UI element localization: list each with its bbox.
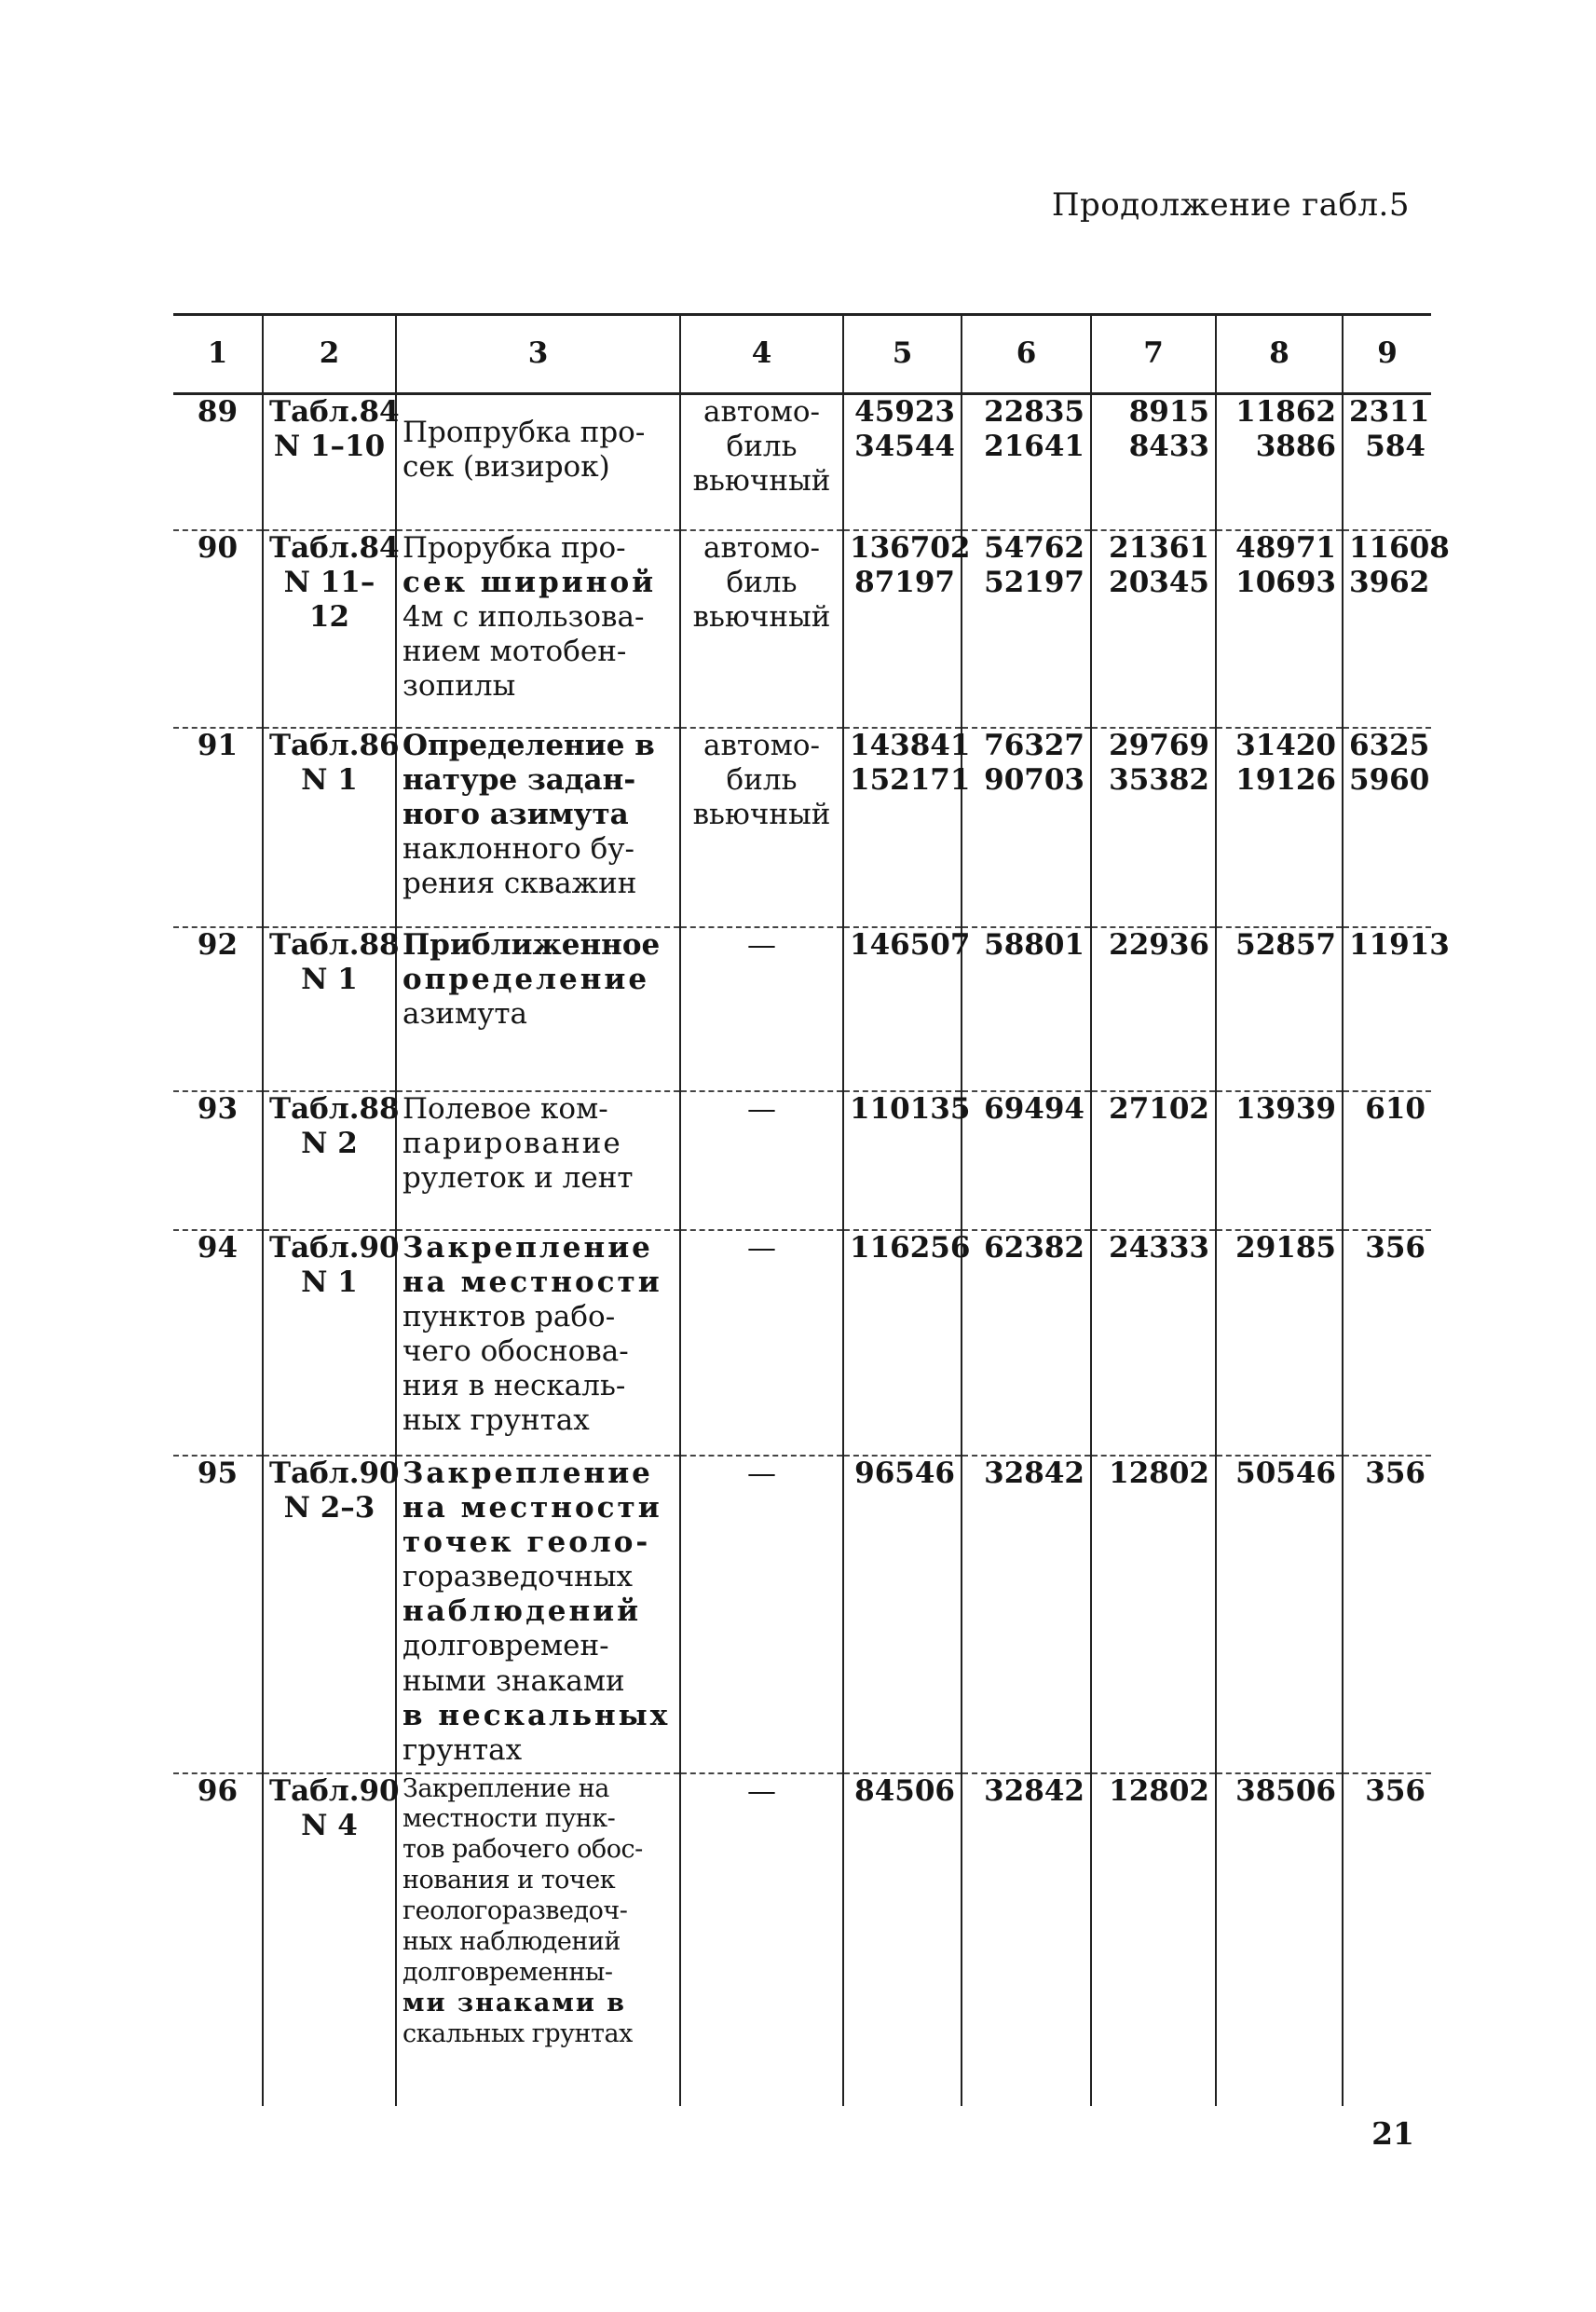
value-col5 [843,1773,962,2106]
value: 10693 [1235,565,1336,599]
value: 610 [1365,1091,1425,1126]
transport-cell [680,1773,843,2106]
description-line: ми знаками в [402,1989,626,2018]
col-header-6: 6 [962,315,1091,394]
reference-cell [263,1230,400,1456]
transport-line: биль [726,430,798,464]
value-col5 [843,1230,971,1456]
description-line: грунтах [402,1733,523,1767]
description-line: Закрепление [402,1230,653,1265]
reference-line: N 11–12 [283,565,375,634]
value-col8 [1216,1456,1343,1773]
row-number: 93 [173,1091,263,1230]
value-col7 [1091,728,1216,927]
col-header-5: 5 [843,315,962,394]
reference-line: N 2 [301,1126,358,1160]
description-line: определение [402,962,650,996]
description-line: Определение в [402,728,655,762]
transport-line: вьючный [692,599,831,634]
reference-line: N 1–10 [273,430,386,464]
value-col8 [1216,728,1343,927]
col-header-7: 7 [1091,315,1216,394]
value: 45923 [854,395,955,429]
transport-cell [680,728,843,927]
description-line: тов рабочего обос- [402,1835,643,1865]
reference-line: Табл.84 [269,395,400,429]
value: 12802 [1109,1773,1209,1808]
reference-cell [263,1456,400,1773]
row-number: 92 [173,927,263,1091]
description-line: 4м с ипользова- [402,599,645,634]
value: 152171 [850,762,971,797]
reference-line: Табл.90 [269,1230,400,1265]
description-line: ного азимута [402,797,629,831]
value-col5 [843,394,962,530]
value: 8915 [1128,395,1209,429]
value: 136702 [850,530,971,565]
work-description [396,530,680,728]
work-description [396,1091,680,1230]
value: 32842 [984,1456,1084,1490]
col-header-1: 1 [173,315,263,394]
table-row [173,927,1431,1091]
transport-cell [680,927,843,1091]
table-row [173,728,1431,927]
value: 110135 [850,1091,971,1126]
reference-line: N 1 [301,762,358,797]
transport-cell [680,1091,843,1230]
dash: — [747,1091,776,1126]
work-description [396,728,680,927]
value: 2311 [1349,395,1430,429]
value-col7 [1091,1230,1216,1456]
transport-line: биль [726,762,798,797]
value: 48971 [1235,530,1336,565]
value-col9 [1343,394,1431,530]
value: 38506 [1235,1773,1336,1808]
reference-line: Табл.90 [269,1456,400,1490]
value: 62382 [984,1230,1084,1265]
transport-line: биль [726,565,798,599]
value-col8 [1216,1230,1343,1456]
value: 52197 [984,565,1084,599]
description-line: Закрепление [402,1456,653,1490]
reference-cell [263,1091,400,1230]
table-row [173,1773,1431,2106]
value-col7 [1091,927,1216,1091]
value-col9 [1343,1456,1431,1773]
value: 6325 [1349,728,1430,762]
value: 11913 [1349,927,1450,962]
reference-line: Табл.86 [269,728,400,762]
value: 29185 [1235,1230,1336,1265]
value: 22936 [1109,927,1209,962]
data-table [173,313,1450,2106]
reference-line: N 4 [301,1808,358,1842]
work-description [396,927,680,1091]
description-line: нием мотобен- [402,635,627,669]
value-col6 [962,1773,1091,2106]
value-col8 [1216,394,1343,530]
transport-line: автомо- [703,728,820,762]
description-line: скальных грунтах [402,2019,633,2048]
row-number: 90 [173,530,263,728]
value-col7 [1091,1456,1216,1773]
table-row [173,394,1431,530]
description-line: натуре задан- [402,762,636,797]
value: 52857 [1235,927,1336,962]
description-line: рулеток и лент [402,1160,634,1195]
transport-line: автомо- [703,530,820,565]
header-row [173,315,1431,394]
value-col9 [1343,1230,1431,1456]
value-col8 [1216,1773,1343,2106]
value: 143841 [850,728,971,762]
value-col5 [843,927,971,1091]
value-col5 [843,1456,962,1773]
reference-line: Табл.88 [269,927,400,962]
description-line: геологоразведоч- [402,1896,628,1926]
description-line: ных грунтах [402,1403,590,1438]
value: 5960 [1349,762,1430,797]
reference-line: Табл.90 [269,1773,400,1808]
row-number: 94 [173,1230,263,1456]
description-line: рения скважин [402,867,637,901]
value-col6 [962,530,1091,728]
description-line: пунктов рабо- [402,1299,616,1334]
description-line: долговремен- [402,1629,609,1663]
value: 584 [1365,430,1425,464]
value: 19126 [1235,762,1336,797]
transport-line: вьючный [692,797,831,831]
value: 356 [1365,1230,1425,1265]
value: 90703 [984,762,1084,797]
value-col8 [1216,1091,1343,1230]
value: 58801 [984,927,1084,962]
reference-cell [263,1773,400,2106]
value-col6 [962,927,1091,1091]
work-description [396,1230,680,1456]
reference-line: Табл.84 [269,530,400,565]
value: 84506 [854,1773,955,1808]
col-header-8: 8 [1216,315,1343,394]
value-col5 [843,728,971,927]
description-line: сек (визирок) [402,450,610,485]
description-line: Полевое ком- [402,1091,608,1126]
value-col6 [962,1230,1091,1456]
value: 13939 [1235,1091,1336,1126]
description-line: на местности [402,1265,662,1299]
value: 20345 [1109,565,1209,599]
value: 356 [1365,1773,1425,1808]
dash: — [747,1230,776,1265]
value: 50546 [1235,1456,1336,1490]
description-line: ными знаками [402,1663,625,1698]
value: 76327 [984,728,1084,762]
value: 11862 [1235,395,1336,429]
row-number: 96 [173,1773,263,2106]
value-col6 [962,728,1091,927]
description-line: наклонного бу- [402,832,634,867]
description-line: азимута [402,996,528,1031]
value: 3886 [1255,430,1336,464]
reference-line: N 1 [301,962,358,996]
description-line: Приближенное [402,927,661,962]
value-col7 [1091,1773,1216,2106]
work-description [396,1456,680,1773]
reference-line: N 1 [301,1265,358,1299]
col-header-3: 3 [396,315,680,394]
col-header-2: 2 [263,315,396,394]
description-line: горазведочных [402,1560,634,1594]
description-line: парирование [402,1126,622,1160]
reference-cell [263,394,400,530]
description-line: Прорубка про- [402,530,626,565]
value: 3962 [1349,565,1430,599]
value: 356 [1365,1456,1425,1490]
value: 87197 [854,565,955,599]
transport-cell [680,394,843,530]
reference-cell [263,530,400,728]
transport-line: вьючный [692,464,831,499]
transport-cell [680,1456,843,1773]
row-number: 91 [173,728,263,927]
value-col9 [1343,1091,1431,1230]
value-col9 [1343,1773,1431,2106]
transport-cell [680,530,843,728]
value: 11608 [1349,530,1450,565]
table-continuation-caption: Продолжение габл.5 [1051,186,1410,224]
col-header-4: 4 [680,315,843,394]
value: 35382 [1109,762,1209,797]
table-row [173,1230,1431,1456]
description-line: на местности [402,1490,662,1525]
value-col7 [1091,394,1216,530]
value: 31420 [1235,728,1336,762]
value-col5 [843,530,971,728]
description-line: зопилы [402,669,516,704]
description-line: Закрепление на [402,1773,609,1803]
transport-cell [680,1230,843,1456]
reference-line: N 2–3 [283,1490,375,1525]
description-line: сек шириной [402,565,657,599]
value-col6 [962,394,1091,530]
work-description [396,1773,680,2106]
value: 96546 [854,1456,955,1490]
value-col8 [1216,927,1343,1091]
dash: — [747,1456,776,1490]
row-number: 89 [173,394,263,530]
value: 146507 [850,927,971,962]
description-line: в нескальных [402,1698,671,1732]
value-col5 [843,1091,971,1230]
value: 24333 [1109,1230,1209,1265]
row-number: 95 [173,1456,263,1773]
description-line: ных наблюдений [402,1927,621,1957]
value-col9 [1343,530,1450,728]
value-col7 [1091,530,1216,728]
value: 54762 [984,530,1084,565]
value: 21361 [1109,530,1209,565]
value: 34544 [854,430,955,464]
transport-line: автомо- [703,395,820,429]
description-line: местности пунк- [402,1804,616,1834]
reference-cell [263,728,400,927]
dash: — [747,927,776,962]
value: 12802 [1109,1456,1209,1490]
value: 116256 [850,1230,971,1265]
value: 29769 [1109,728,1209,762]
value: 22835 [984,395,1084,429]
table-row [173,1456,1431,1773]
table-row [173,530,1431,728]
value: 27102 [1109,1091,1209,1126]
reference-line: Табл.88 [269,1091,400,1126]
table-row [173,1091,1431,1230]
description-line: ния в нескаль- [402,1369,626,1403]
value-col8 [1216,530,1343,728]
work-description [396,394,680,530]
value-col9 [1343,728,1431,927]
value-col6 [962,1091,1091,1230]
col-header-9: 9 [1343,315,1431,394]
value-col6 [962,1456,1091,1773]
description-line: долговременны- [402,1958,613,1988]
description-line: точек геоло- [402,1525,651,1559]
value-col9 [1343,927,1450,1091]
value-col7 [1091,1091,1216,1230]
value: 21641 [984,430,1084,464]
reference-cell [263,927,400,1091]
page-number: 21 [1371,2115,1414,2152]
dash: — [747,1773,776,1808]
description-line: Пропрубка про- [402,416,646,449]
value: 8433 [1128,430,1209,464]
value: 32842 [984,1773,1084,1808]
value: 69494 [984,1091,1084,1126]
description-line: чего обоснова- [402,1334,629,1369]
description-line: наблюдений [402,1594,642,1629]
description-line: нования и точек [402,1866,616,1895]
